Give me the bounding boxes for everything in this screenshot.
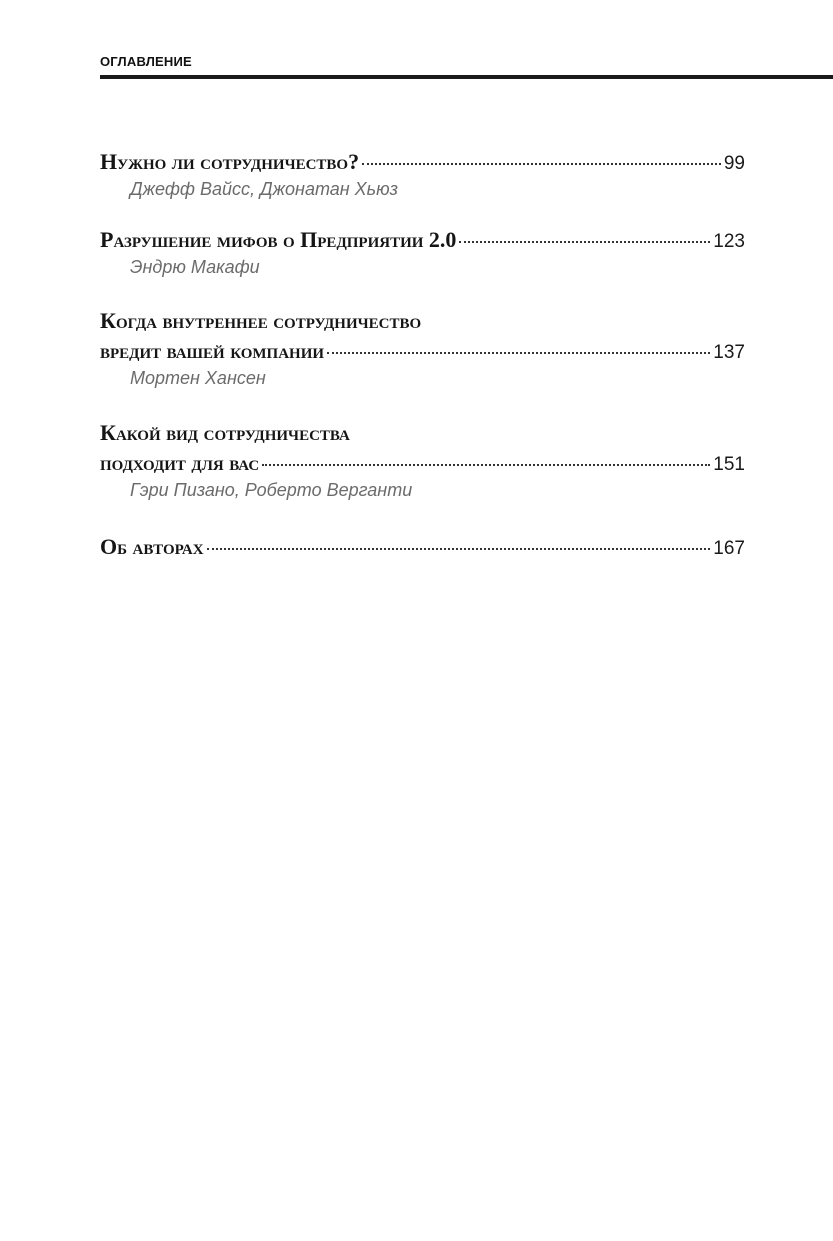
toc-entry-title[interactable]: Когда внутреннее сотрудничество	[100, 308, 422, 333]
dot-leader	[327, 352, 710, 354]
dot-leader	[362, 163, 721, 165]
toc-entry-title-row	[100, 225, 745, 257]
toc-entry[interactable]	[100, 225, 745, 279]
toc-entry-title-row	[100, 448, 745, 480]
toc-entry[interactable]	[100, 418, 745, 502]
toc-entry[interactable]	[100, 532, 745, 564]
toc-entry-title[interactable]: Нужно ли сотрудничество?	[100, 149, 360, 174]
toc-entry-title-row	[100, 147, 745, 179]
toc-entry-author: Гэри Пизано, Роберто Верганти	[130, 480, 413, 500]
toc-page-number[interactable]: 137	[713, 342, 745, 363]
dot-leader	[262, 464, 710, 466]
toc-entry[interactable]	[100, 306, 745, 390]
toc-page-number[interactable]: 151	[713, 454, 745, 475]
toc-page-number[interactable]: 167	[713, 538, 745, 559]
header-rule	[100, 75, 833, 79]
toc-entry-title[interactable]: Разрушение мифов о Предприятии 2.0	[100, 227, 457, 252]
toc-entry[interactable]	[100, 147, 745, 201]
toc-entry-title-continued[interactable]: подходит для вас	[100, 450, 260, 475]
toc-entry-title-row	[100, 336, 745, 368]
table-of-contents	[100, 147, 745, 594]
toc-entry-author: Мортен Хансен	[130, 368, 266, 388]
dot-leader	[207, 548, 711, 550]
toc-entry-title-continued[interactable]: вредит вашей компании	[100, 338, 325, 363]
toc-entry-author: Эндрю Макафи	[130, 257, 260, 277]
toc-entry-title-row	[100, 532, 745, 564]
toc-page-number[interactable]: 99	[723, 153, 745, 174]
toc-entry-title[interactable]: Об авторах	[100, 534, 204, 559]
toc-page-number[interactable]: 123	[713, 231, 745, 252]
toc-entry-author: Джефф Вайсс, Джонатан Хьюз	[130, 179, 399, 199]
dot-leader	[459, 241, 710, 243]
running-head: ОГЛАВЛЕНИЕ	[100, 54, 192, 69]
toc-entry-title[interactable]: Какой вид сотрудничества	[100, 420, 350, 445]
